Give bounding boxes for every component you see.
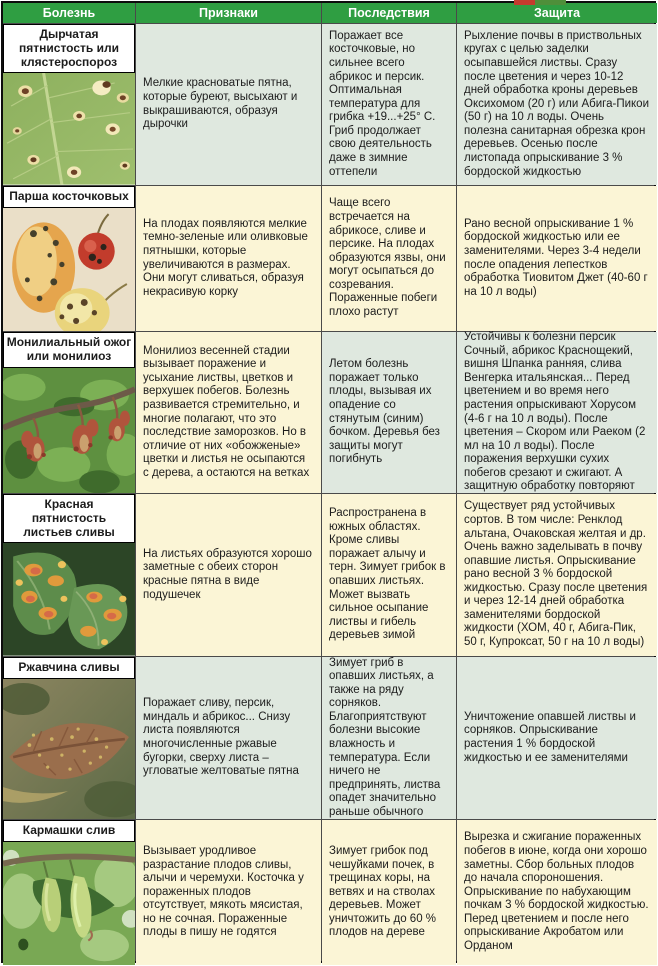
disease-photo-rust-leaf xyxy=(3,679,135,819)
table-row-disease-cell xyxy=(3,24,135,185)
consequences-text: Чаще всего встречается на абрикосе, сливе и персике. На плодах образуются язвы, они могут осыпаться до созревания. Пораженные побеги плохо растут xyxy=(322,186,456,331)
scan-artifact xyxy=(514,0,566,5)
column-header-consequences: Последствия xyxy=(322,3,456,23)
column-header-disease: Болезнь xyxy=(3,3,135,23)
table-row-disease-cell xyxy=(3,186,135,331)
disease-photo-red-spot-leaves xyxy=(3,543,135,656)
disease-name: Ржавчина сливы xyxy=(3,657,135,679)
disease-photo-scab-fruits xyxy=(3,208,135,331)
consequences-text: Поражает все косточковые, но сильнее всего абрикос и персик. Оптимальная температура для грибка +19...+25° С. Гриб продолжает свою деятельность даже в зимние оттепели xyxy=(322,24,456,185)
protection-text: Устойчивы к болезни персик Сочный, абрикос Краснощекий, вишня Шпанка ранняя, слива Венгерка итальянская... Перед цветением и во время него растения опрыскивают Хорусом (4-6 г на 10 л воды). После цветения – Скором или Раеком (2 мл на 10 л воды). После поражения верхушки сухих побегов срезают и сжигают. А защитную обработку повторяют xyxy=(457,332,657,493)
column-header-protection: Защита xyxy=(457,3,657,23)
table-row-disease-cell xyxy=(3,820,135,965)
table-row-disease-cell xyxy=(3,494,135,656)
protection-text: Вырезка и сжигание пораженных побегов в июне, когда они хорошо заметны. Сбор больных плодов до начала спороношения. Опрыскивание по набухающим почкам 3 % бордоской жидкостью. Перед цветением и после него опрыскивание Акробатом или Орданом xyxy=(457,820,657,965)
disease-name: Дырчатая пятнистость или клястероспороз xyxy=(3,24,135,73)
signs-text: На плодах появляются мелкие темно-зеленые или оливковые пятнышки, которые увеличиваются в размерах. Они могут сливаться, образуя некрасивую корку xyxy=(136,186,321,331)
protection-text: Существует ряд устойчивых сортов. В том числе: Ренклод альтана, Очаковская желтая и др. Очень важно заделывать в почву опавшие листья. Опрыскивание рано весной 3 % бордоской жидкостью. Сразу после цветения и через 12-14 дней обработка заменителями бордоской жидкости (ХОМ, 40 г, Абига-Пик, 50 г, Купроксат, 50 г на 10 л воды) xyxy=(457,494,657,656)
signs-text: Поражает сливу, персик, миндаль и абрикос... Снизу листа появляются многочисленные ржавые бугорки, сверху листа – угловатые желтоватые пятна xyxy=(136,657,321,819)
signs-text: Монилиоз весенней стадии вызывает поражение и усыхание листвы, цветков и верхушек побегов. Болезнь развивается стремительно, и многие полагают, что это последствие заморозков. Но в отличие от них «обожженые» цветки и листья не осыпаются с дерева, а остаются на ветках xyxy=(136,332,321,493)
disease-name: Кармашки слив xyxy=(3,820,135,842)
disease-table xyxy=(1,1,656,963)
disease-photo-monilia-branch xyxy=(3,368,135,493)
protection-text: Уничтожение опавшей листвы и сорняков. Опрыскивание растения 1 % бордоской жидкостью и ее заменителями xyxy=(457,657,657,819)
disease-photo-shot-hole-leaf xyxy=(3,73,135,185)
protection-text: Рано весной опрыскивание 1 % бордоской жидкостью или ее заменителями. Через 3-4 недели после опадения лепестков обработка Тиовитом Джет (40-60 г на 10 л воды) xyxy=(457,186,657,331)
consequences-text: Зимует грибок под чешуйками почек, в трещинах коры, на ветвях и на стволах деревьев. Может уничтожить до 60 % плодов на дереве xyxy=(322,820,456,965)
consequences-text: Зимует гриб в опавших листьях, а также на ряду сорняков. Благоприятствуют болезни высокие влажность и температура. Если ничего не предпринять, листва опадет значительно раньше обычного xyxy=(322,657,456,819)
table-row-disease-cell xyxy=(3,657,135,819)
consequences-text: Распространена в южных областях. Кроме сливы поражает алычу и терн. Зимует грибок в опавших листьях. Может вызвать сильное осыпание листвы и гибель деревьев зимой xyxy=(322,494,456,656)
protection-text: Рыхление почвы в приствольных кругах с целью заделки осыпавшейся листвы. Сразу после цветения и через 10-12 дней обработка кроны деревьев Оксихомом (20 г) или Абига-Пикои (50 г) на 10 л воды. Очень полезна санитарная обрезка крон деревьев. Осенью после листопада опрыскивание 3 % бордоской жидкостью xyxy=(457,24,657,185)
disease-name: Красная пятнистость листьев сливы xyxy=(3,494,135,543)
disease-photo-plum-pockets xyxy=(3,842,135,965)
signs-text: Вызывает уродливое разрастание плодов сливы, алычи и черемухи. Косточка у пораженных плодов отсутствует, мякоть мясистая, но не сочная. Пораженные плоды в пишу не годятся xyxy=(136,820,321,965)
disease-name: Парша косточковых xyxy=(3,186,135,208)
table-row-disease-cell xyxy=(3,332,135,493)
disease-name: Монилиальный ожог или монилиоз xyxy=(3,332,135,368)
signs-text: На листьях образуются хорошо заметные с обеих сторон красные пятна в виде подушечек xyxy=(136,494,321,656)
column-header-signs: Признаки xyxy=(136,3,321,23)
consequences-text: Летом болезнь поражает только плоды, вызывая их опадение со стянутым (синим) бочком. Деревья без защиты могут погибнуть xyxy=(322,332,456,493)
signs-text: Мелкие красноватые пятна, которые буреют, высыхают и выкрашиваются, образуя дырочки xyxy=(136,24,321,185)
